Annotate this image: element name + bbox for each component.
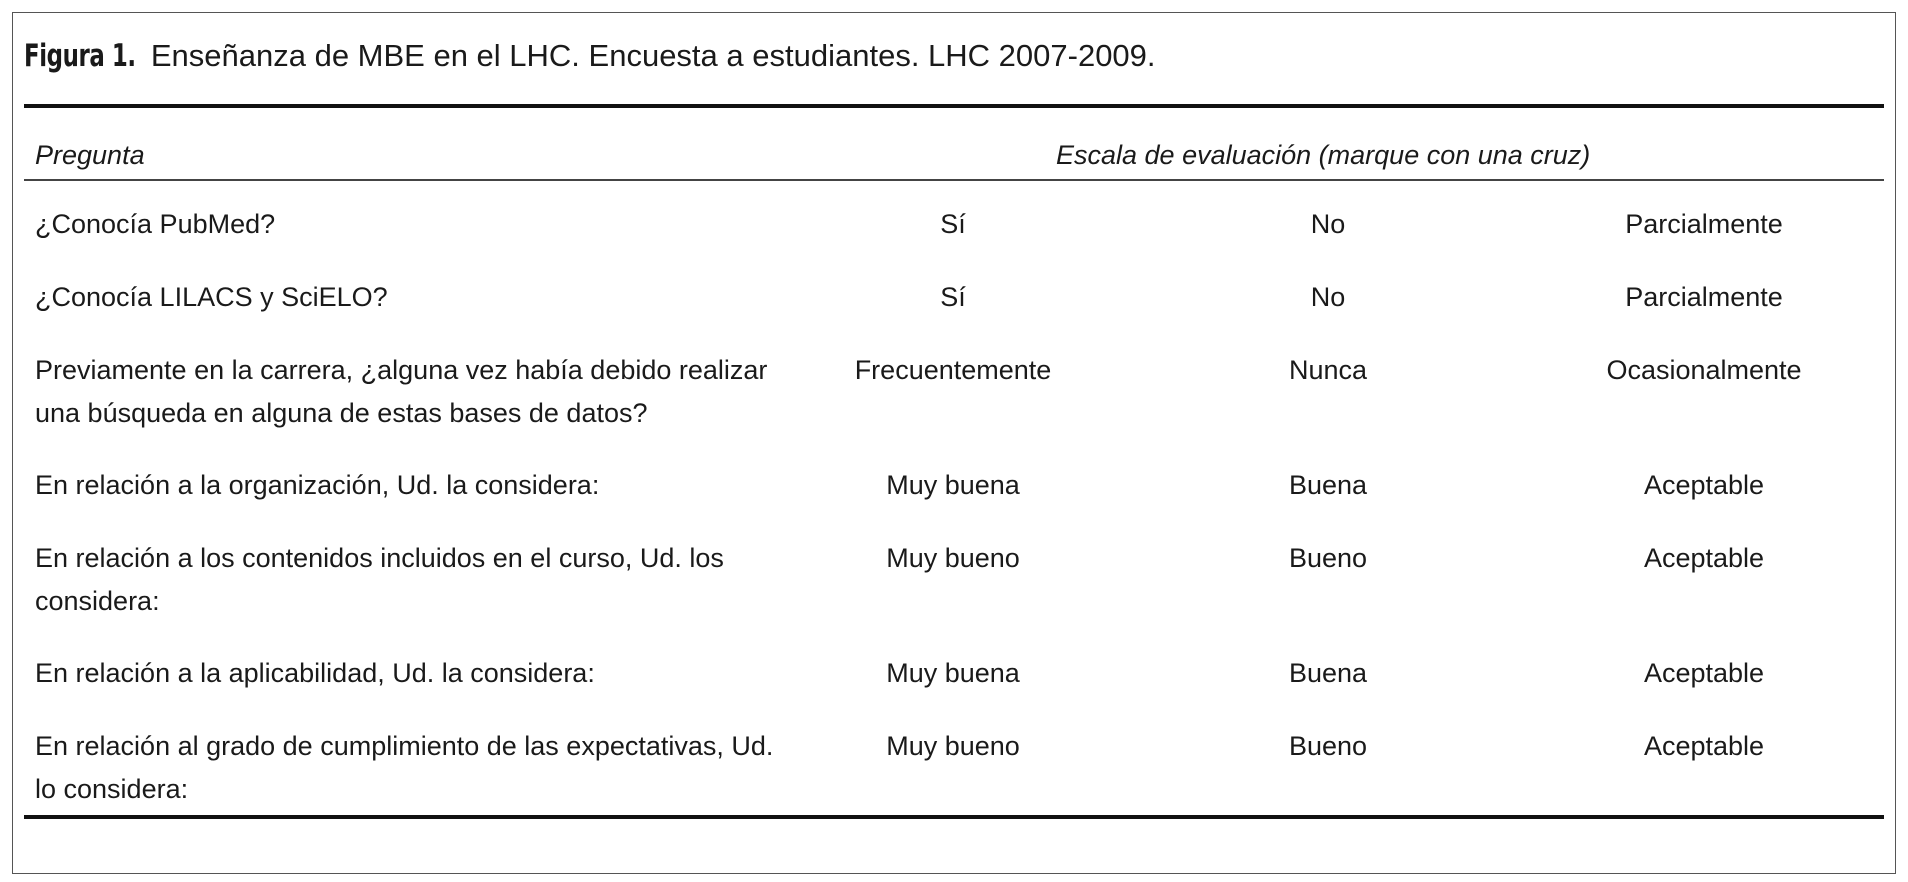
table-row-option-2: Buena bbox=[1288, 658, 1368, 688]
table-bottom-rule bbox=[24, 815, 1884, 819]
table-row-option-3: Parcialmente bbox=[1625, 209, 1783, 239]
table-row-option-1: Frecuentemente bbox=[854, 355, 1052, 385]
table-row-option-1: Muy buena bbox=[886, 470, 1020, 500]
table-top-rule bbox=[24, 104, 1884, 108]
table-row-question: En relación a los contenidos incluidos en el curso, Ud. los considera: bbox=[35, 543, 724, 616]
table-row-question: En relación a la aplicabilidad, Ud. la considera: bbox=[35, 658, 595, 688]
figure-caption bbox=[24, 40, 1156, 72]
table-row-option-2: Bueno bbox=[1288, 543, 1368, 573]
table-row-option-2: No bbox=[1310, 282, 1346, 312]
figure-title: Enseñanza de MBE en el LHC. Encuesta a estudiantes. LHC 2007-2009. bbox=[150, 38, 1156, 73]
table-row-option-3: Parcialmente bbox=[1625, 282, 1783, 312]
table-row-question: ¿Conocía PubMed? bbox=[35, 209, 276, 239]
table-row-question: ¿Conocía LILACS y SciELO? bbox=[35, 282, 388, 312]
table-row-option-3: Aceptable bbox=[1643, 470, 1765, 500]
table-row-option-2: Buena bbox=[1288, 470, 1368, 500]
header-rule bbox=[24, 179, 1884, 181]
table-row-option-1: Sí bbox=[940, 209, 966, 239]
table-row-option-2: Nunca bbox=[1288, 355, 1368, 385]
table-row-option-1: Muy buena bbox=[886, 658, 1020, 688]
table-row-option-1: Muy bueno bbox=[886, 543, 1020, 573]
table-row-question: Previamente en la carrera, ¿alguna vez había debido realizar una búsqueda en alguna de estas bases de datos? bbox=[35, 355, 768, 428]
table-row-question: En relación al grado de cumplimiento de las expectativas, Ud. lo considera: bbox=[35, 731, 774, 804]
table-row-option-1: Sí bbox=[940, 282, 966, 312]
header-question: Pregunta bbox=[35, 140, 145, 170]
table-row-option-3: Aceptable bbox=[1643, 543, 1765, 573]
table-row-option-1: Muy bueno bbox=[886, 731, 1020, 761]
table-row-option-3: Ocasionalmente bbox=[1606, 355, 1802, 385]
figure-label: Figura 1. bbox=[24, 38, 136, 74]
table-row-option-3: Aceptable bbox=[1643, 658, 1765, 688]
table-row-option-2: No bbox=[1310, 209, 1346, 239]
table-row-option-3: Aceptable bbox=[1643, 731, 1765, 761]
table-row-option-2: Bueno bbox=[1288, 731, 1368, 761]
header-scale: Escala de evaluación (marque con una cruz) bbox=[1056, 140, 1591, 170]
table-row-question: En relación a la organización, Ud. la considera: bbox=[35, 470, 600, 500]
